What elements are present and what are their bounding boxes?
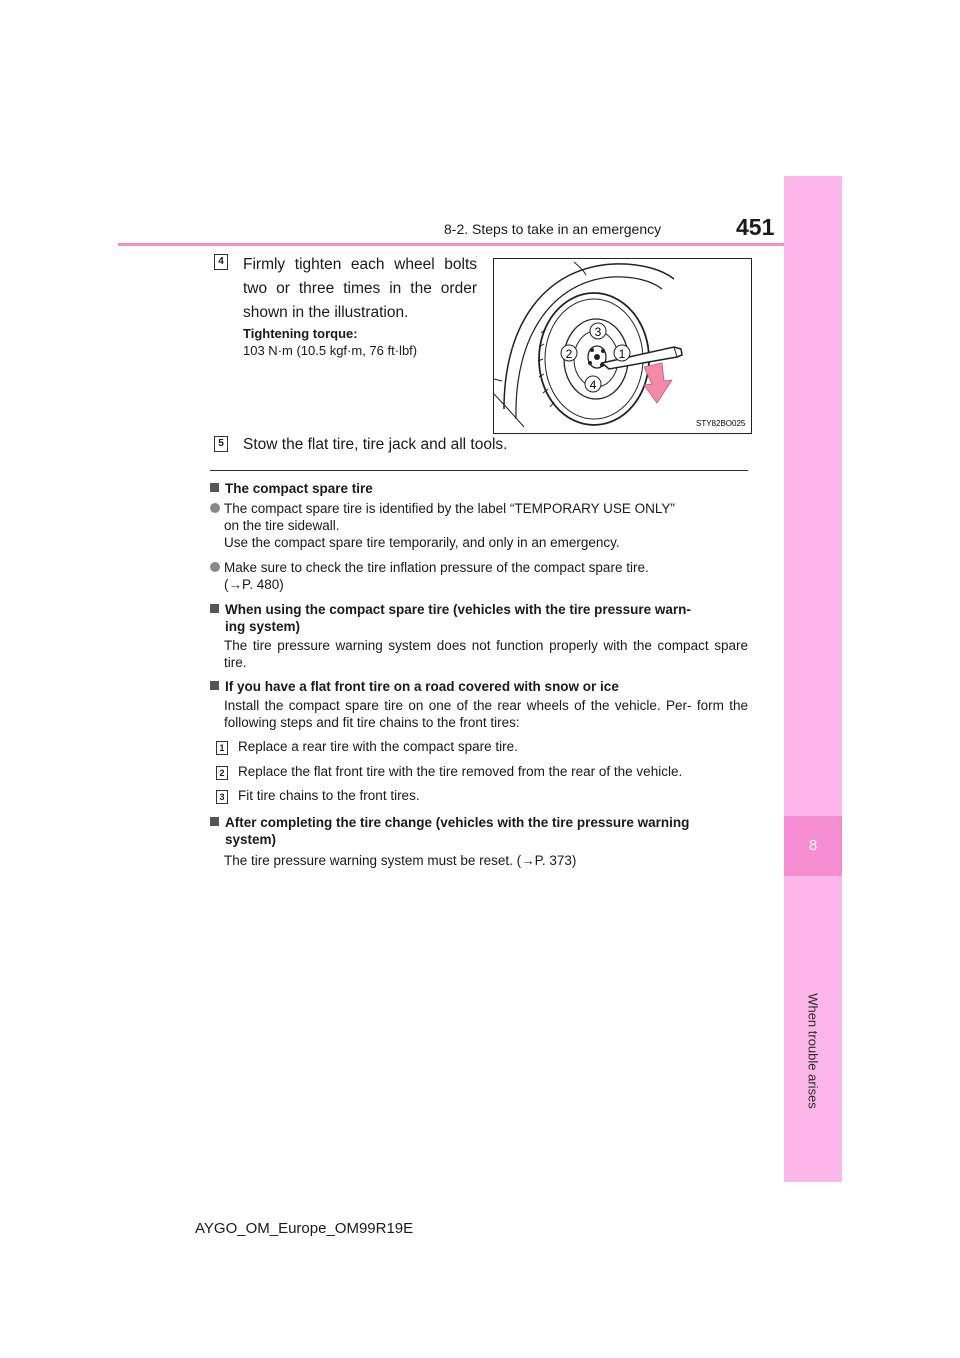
- heading-tpws-line1: When using the compact spare tire (vehicles with the tire pressure warn-: [225, 602, 691, 617]
- bullet-dot-icon: [210, 503, 220, 513]
- heading-square-icon: [210, 681, 219, 690]
- heading-square-icon: [210, 483, 219, 492]
- heading-snow-ice: [210, 678, 755, 695]
- bolt-label-4: 4: [589, 378, 597, 392]
- heading-square-icon: [210, 604, 219, 613]
- chapter-side-tab: [784, 176, 842, 1182]
- bullet1-line2: on the tire sidewall.: [224, 518, 340, 533]
- heading-snow-text: If you have a flat front tire on a road covered with snow or ice: [225, 679, 619, 694]
- chapter-number: 8: [784, 816, 842, 876]
- bullet-temporary-use: [224, 500, 748, 551]
- bullet1-line3: Use the compact spare tire temporarily, and only in an emergency.: [224, 535, 620, 550]
- step5-text: Stow the flat tire, tire jack and all tools.: [243, 436, 508, 453]
- step4-text: Firmly tighten each wheel bolts two or three times in the order shown in the illustration.: [243, 256, 477, 321]
- substep-text-3: Fit tire chains to the front tires.: [238, 788, 420, 803]
- torque-value: 103 N·m (10.5 kgf·m, 76 ft·lbf): [243, 343, 418, 358]
- chapter-title: When trouble arises: [805, 993, 821, 1109]
- heading-compact-spare: [210, 480, 755, 497]
- bolt-label-3: 3: [594, 325, 602, 339]
- bolt-label-1: 1: [618, 347, 626, 361]
- bullet-dot-icon: [210, 562, 220, 572]
- heading-square-icon: [210, 817, 219, 826]
- bullet-check-pressure: [224, 559, 748, 593]
- bullet1-line1: The compact spare tire is identified by the label “TEMPORARY USE ONLY”: [224, 501, 675, 516]
- bullet2-line1: Make sure to check the tire inflation pressure of the compact spare tire.: [224, 560, 649, 575]
- page-number: 451: [736, 214, 775, 240]
- substep-badge-2: 2: [216, 766, 228, 780]
- substep-text-1: Replace a rear tire with the compact spare tire.: [238, 739, 518, 754]
- bolt-label-2: 2: [565, 347, 573, 361]
- after-change-body: The tire pressure warning system must be reset. (→P. 373): [224, 853, 577, 868]
- heading-compact-spare-text: The compact spare tire: [225, 481, 373, 496]
- heading-tpws-spare: [210, 601, 755, 635]
- section-divider: [210, 470, 748, 471]
- tpws-body: The tire pressure warning system does not function properly with the compact spare tire.: [224, 638, 748, 670]
- snow-body: Install the compact spare tire on one of the rear wheels of the vehicle. Per- form the following steps and fit tire chains to the front tires:: [224, 698, 748, 730]
- section-title: 8-2. Steps to take in an emergency: [444, 221, 662, 237]
- substep-badge-3: 3: [216, 790, 228, 804]
- heading-after-change: [210, 814, 755, 848]
- substep-badge-1: 1: [216, 741, 228, 755]
- figure-code: STY82BO025: [696, 419, 746, 428]
- header-rule: [118, 243, 784, 246]
- footer-doc-code: AYGO_OM_Europe_OM99R19E: [195, 1220, 414, 1237]
- wheel-bolt-illustration: [493, 258, 752, 434]
- wheel-illustration-svg: [494, 259, 751, 433]
- step-badge-5: 5: [214, 436, 228, 452]
- heading-after-line2: system): [225, 832, 277, 847]
- step-badge-4: 4: [214, 254, 228, 270]
- heading-after-line1: After completing the tire change (vehicles with the tire pressure warning: [225, 815, 690, 830]
- substep-text-2: Replace the flat front tire with the tire removed from the rear of the vehicle.: [238, 764, 683, 779]
- heading-tpws-line2: ing system): [225, 619, 301, 634]
- bullet2-line2: (→P. 480): [224, 577, 284, 592]
- torque-label: Tightening torque:: [243, 326, 358, 341]
